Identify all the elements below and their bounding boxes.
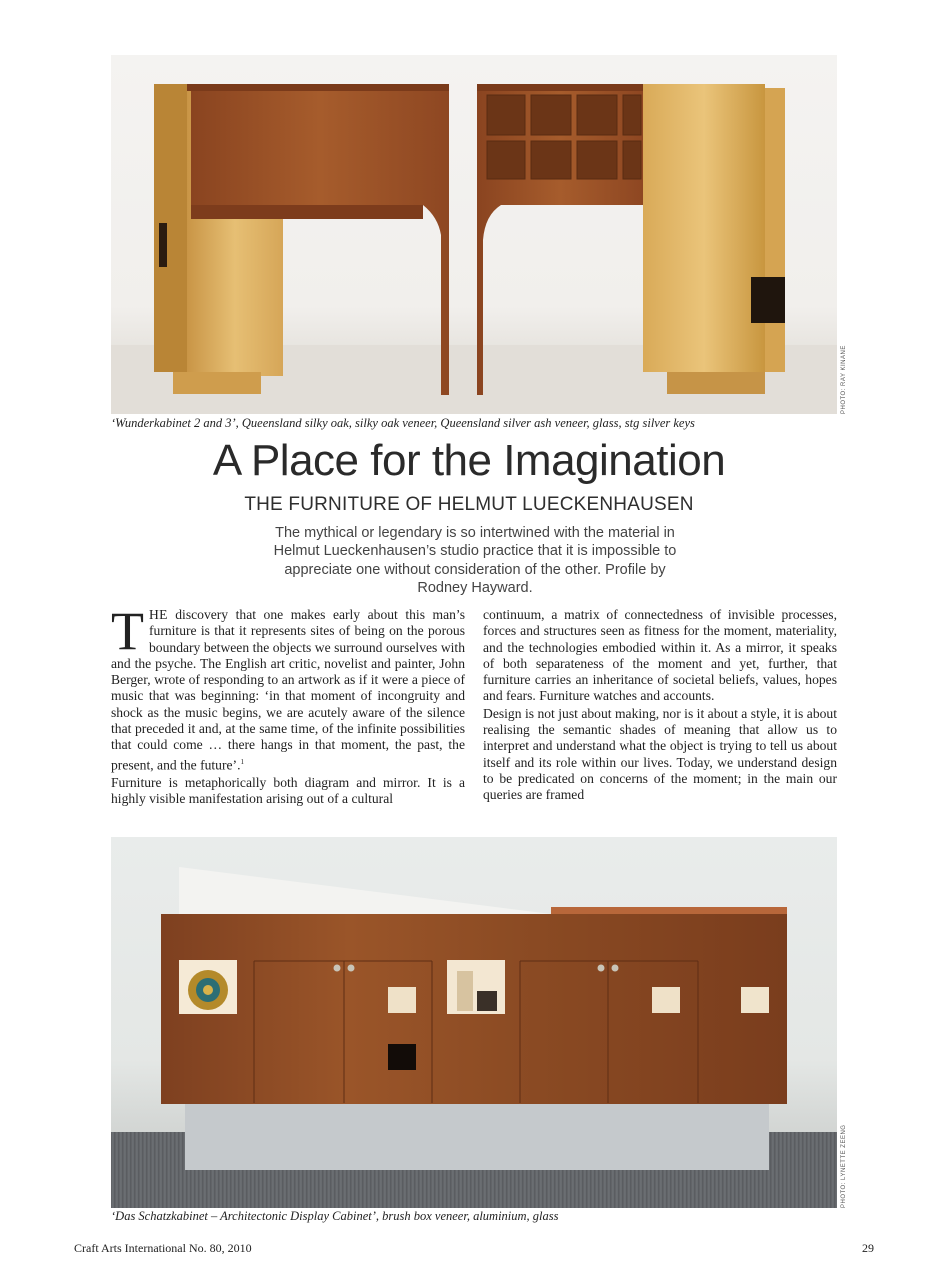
lead-caps: HE bbox=[149, 607, 168, 622]
schatzkabinet-illustration bbox=[111, 837, 837, 1208]
footer-publication: Craft Arts International No. 80, 2010 bbox=[74, 1241, 252, 1255]
photo-credit-bottom: PHOTO: LYNETTE ZEENG bbox=[841, 1124, 847, 1208]
photo-credit-top: PHOTO: RAY KINANE bbox=[841, 345, 847, 414]
wunderkabinet-illustration bbox=[111, 55, 837, 414]
paragraph-2: Furniture is metaphorically both diagram and mirror. It is a highly visible manifestation arising out of a cultural bbox=[111, 774, 465, 806]
paragraph-3: continuum, a matrix of connectedness of invisible processes, forces and structures seen as fitness for the moment, materiality, and the technologies embodied within it. As a mirror, it speaks of both separateness of the moment and yet, further, that furniture carries an inheritance of societal beliefs, values, hopes and fears. Furniture watches and accounts. bbox=[483, 607, 837, 704]
column-right bbox=[483, 607, 837, 805]
photo-wunderkabinet bbox=[111, 55, 837, 414]
article-intro: The mythical or legendary is so intertwined with the material in Helmut Lueckenhausen’s studio practice that it is impossible to appreciate one without consideration of the other. Profile by Rodney Hayward. bbox=[273, 525, 677, 597]
paragraph-4: Design is not just about making, nor is it about a style, it is about realising the semantic shades of meaning that allow us to interpret and understand what the object is trying to tell us about itself and its role within our lives. Today, we understand design to be predicated on concerns of the moment; in the main our queries are framed bbox=[483, 705, 837, 803]
photo-caption-top: ‘Wunderkabinet 2 and 3’, Queensland silky oak, silky oak veneer, Queensland silver ash veneer, glass, stg silver keys bbox=[111, 416, 695, 430]
column-left bbox=[111, 601, 465, 808]
article-subtitle: THE FURNITURE OF HELMUT LUECKENHAUSEN bbox=[244, 494, 694, 515]
photo-caption-bottom: ‘Das Schatzkabinet – Architectonic Display Cabinet’, brush box veneer, aluminium, glass bbox=[111, 1209, 559, 1223]
footnote-marker[interactable]: 1 bbox=[240, 757, 244, 766]
paragraph-1 bbox=[111, 601, 465, 774]
paragraph-1-text: discovery that one makes early about this man’s furniture is that it represents sites of being on the porous boundary between the objects we surround ourselves with and the psyche. The English art critic, novelist and painter, John Berger, wrote of responding to an artwork as if it were a piece of music that was beginning: ‘in that moment of incongruity and shock as the music begins, we are acutely aware of the silence that preceded it and, at the same time, of the infinite possibilities that could come … there hangs in that moment, the past, the present, and the future’. bbox=[111, 607, 465, 773]
drop-cap: T bbox=[111, 601, 144, 661]
page-number: 29 bbox=[862, 1241, 874, 1255]
article-title: A Place for the Imagination bbox=[212, 436, 726, 485]
photo-schatzkabinet bbox=[111, 837, 837, 1208]
